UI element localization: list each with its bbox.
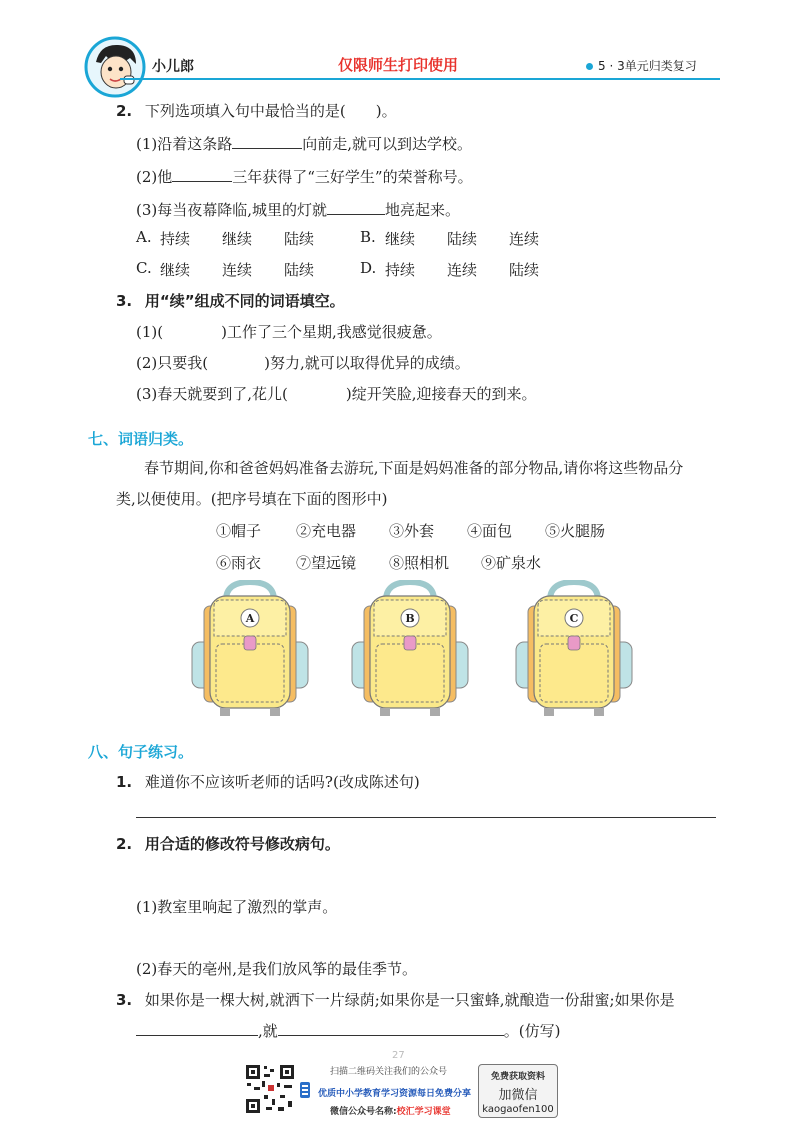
backpack-b[interactable] (352, 582, 468, 716)
option-word: 陆续 (284, 230, 315, 248)
account-line (330, 1104, 451, 1117)
option-word: 连续 (222, 261, 253, 279)
header-divider (120, 78, 720, 80)
backpack-c[interactable] (516, 582, 632, 716)
backpack-illustrations (180, 580, 660, 720)
q3-s1-a: (1)( (136, 323, 164, 341)
option-word: 继续 (385, 230, 416, 248)
q3-s2-b: )努力,就可以取得优异的成绩。 (264, 354, 470, 372)
item-label: ⑨矿泉水 (481, 554, 542, 572)
wechat-id: kaogaofen100 (482, 1104, 554, 1115)
sec8-q2-sentence-2: (2)春天的亳州,是我们放风筝的最佳季节。 (136, 960, 418, 978)
q2-sentence-1 (136, 133, 472, 154)
q2-s2-suffix: 三年获得了“三好学生”的荣誉称号。 (232, 168, 473, 186)
backpack-a[interactable] (192, 582, 308, 716)
item-label: ②充电器 (296, 522, 357, 540)
unit-tag (586, 57, 697, 74)
q2-sentence-3 (136, 199, 460, 220)
answer-blank[interactable] (136, 1020, 258, 1036)
option-letter: D. (360, 259, 377, 277)
account-name: 校汇学习课堂 (396, 1107, 451, 1117)
bag-label-b: B (405, 612, 415, 625)
item-label: ⑥雨衣 (216, 554, 262, 572)
q3-stem (116, 291, 345, 311)
sec8-q1-number: 1. (116, 773, 133, 791)
page-number: 27 (392, 1050, 405, 1061)
section-8-title: 八、句子练习。 (88, 743, 194, 761)
q2-stem (116, 101, 397, 121)
account-label: 微信公众号名称: (330, 1107, 397, 1117)
q3-s3-b: )绽开笑脸,迎接春天的到来。 (345, 385, 537, 403)
option-word: 陆续 (509, 261, 540, 279)
option-letter: B. (360, 228, 376, 246)
q2-s3-prefix: (3)每当夜幕降临,城里的灯就 (136, 201, 328, 219)
bag-label-c: C (569, 612, 579, 625)
q3-sentence-1 (136, 322, 442, 342)
answer-blank[interactable] (278, 1020, 504, 1036)
sec8-q2 (116, 834, 340, 854)
option-word: 陆续 (447, 230, 478, 248)
sec8-q2-number: 2. (116, 835, 133, 853)
answer-line[interactable] (136, 817, 716, 818)
option-word: 连续 (509, 230, 540, 248)
item-label: ⑤火腿肠 (545, 522, 606, 540)
sec8-q2-text: 用合适的修改符号修改病句。 (144, 835, 340, 853)
sec8-q1 (116, 772, 420, 792)
answer-blank[interactable] (232, 133, 302, 149)
sec8-q1-text: 难道你不应该听老师的话吗?(改成陈述句) (144, 773, 420, 791)
q2-sentence-2 (136, 166, 473, 187)
print-banner: 仅限师生打印使用 (338, 56, 459, 74)
sec8-q3-mid: ,就 (258, 1022, 278, 1040)
item-label: ①帽子 (216, 522, 262, 540)
q2-s2-prefix: (2)他 (136, 168, 173, 186)
q3-s1-b: )工作了三个星期,我感觉很疲惫。 (221, 323, 442, 341)
q2-number: 2. (116, 102, 133, 120)
sec8-q3-end: 。(仿写) (503, 1022, 561, 1040)
q3-s2-a: (2)只要我( (136, 354, 209, 372)
answer-blank[interactable] (327, 199, 385, 215)
sec8-q3-number: 3. (116, 991, 133, 1009)
q3-sentence-3 (136, 384, 537, 404)
item-label: ⑦望远镜 (296, 554, 357, 572)
bag-label-a: A (245, 612, 255, 625)
add-wechat-label: 加微信 (498, 1088, 538, 1103)
option-word: 持续 (160, 230, 191, 248)
q3-number: 3. (116, 292, 133, 310)
sec8-q3-line2 (136, 1020, 561, 1041)
q2-stem-text: 下列选项填入句中最恰当的是( )。 (144, 102, 397, 120)
wechat-box[interactable] (478, 1064, 558, 1118)
section-7-title: 七、词语归类。 (88, 430, 194, 448)
option-word: 陆续 (284, 261, 315, 279)
qr-code-icon[interactable] (244, 1063, 296, 1115)
option-letter: C. (136, 259, 152, 277)
item-label: ④面包 (467, 522, 513, 540)
item-label: ⑧照相机 (389, 554, 450, 572)
option-letter: A. (136, 228, 152, 246)
unit-label: 5 · 3单元归类复习 (598, 59, 697, 73)
sec8-q2-sentence-1: (1)教室里响起了激烈的掌声。 (136, 898, 338, 916)
item-label: ③外套 (389, 522, 435, 540)
q3-sentence-2 (136, 353, 470, 373)
mascot-logo (84, 36, 146, 98)
q2-s1-prefix: (1)沿着这条路 (136, 135, 233, 153)
brand-name: 小儿郎 (152, 59, 194, 75)
q3-s3-a: (3)春天就要到了,花儿( (136, 385, 288, 403)
sec7-paragraph-line2: 类,以便使用。(把序号填在下面的图形中) (116, 490, 388, 508)
brand-mark-icon (298, 1080, 312, 1100)
sec7-paragraph-line1: 春节期间,你和爸爸妈妈准备去游玩,下面是妈妈准备的部分物品,请你将这些物品分 (144, 459, 684, 477)
share-text: 优质中小学教育学习资源每日免费分享 (318, 1089, 472, 1099)
answer-blank[interactable] (172, 166, 232, 182)
option-word: 继续 (222, 230, 253, 248)
sec8-q3 (116, 990, 675, 1010)
option-word: 持续 (385, 261, 416, 279)
option-word: 连续 (447, 261, 478, 279)
free-label: 免费获取资料 (490, 1072, 545, 1082)
option-word: 继续 (160, 261, 191, 279)
q3-stem-text: 用“续”组成不同的词语填空。 (144, 292, 345, 310)
bullet-dot-icon (586, 63, 593, 70)
scan-text: 扫描二维码关注我们的公众号 (330, 1067, 448, 1077)
q2-s3-suffix: 地亮起来。 (385, 201, 461, 219)
sec8-q3-line1: 如果你是一棵大树,就洒下一片绿荫;如果你是一只蜜蜂,就酿造一份甜蜜;如果你是 (144, 991, 675, 1009)
q2-s1-suffix: 向前走,就可以到达学校。 (302, 135, 473, 153)
